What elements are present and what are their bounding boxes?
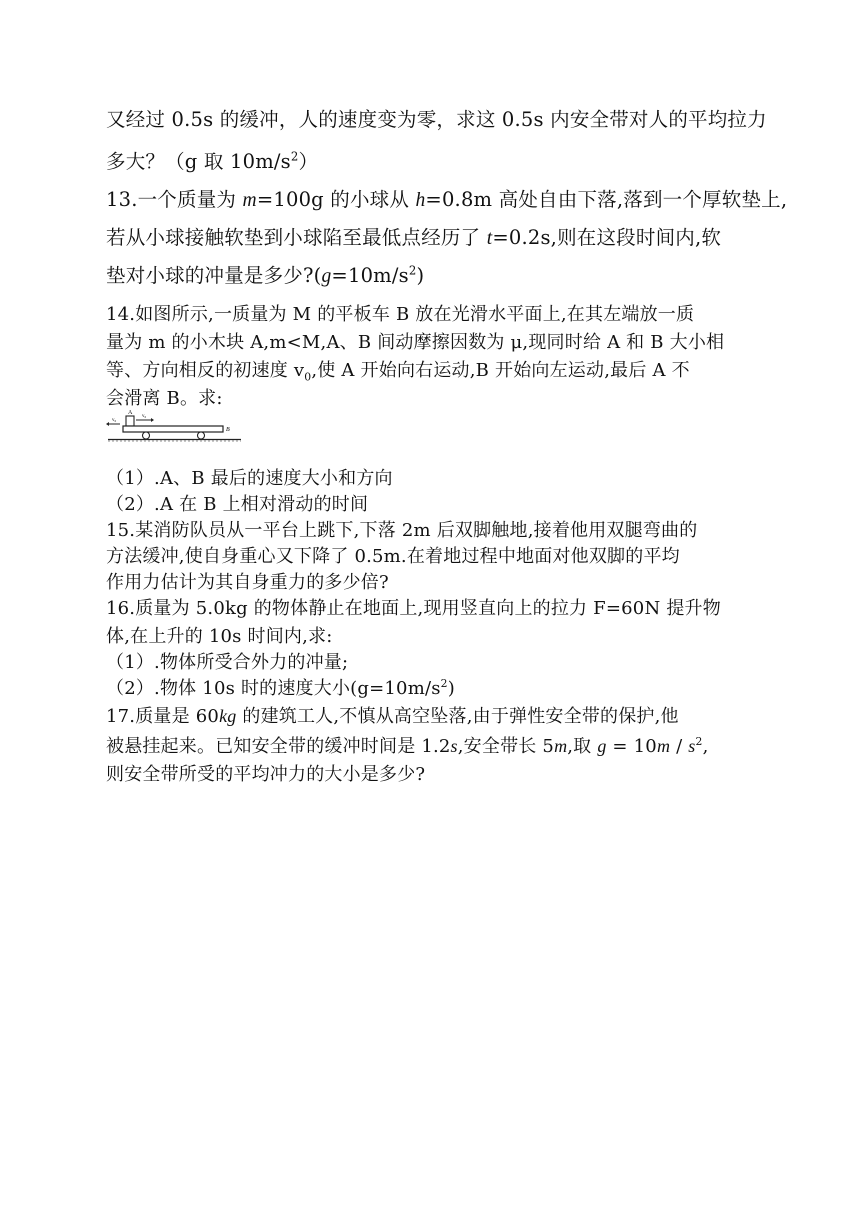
variable-g: g	[597, 736, 607, 756]
text: ,取	[567, 736, 598, 757]
superscript: 2	[440, 677, 448, 690]
text: （2）.A 在 B 上相对滑动的时间	[106, 494, 369, 515]
problem-16-line-2	[106, 622, 333, 648]
right-wheel	[198, 432, 205, 439]
problem-13-line-2	[106, 222, 721, 250]
problem-14-part-1	[106, 464, 393, 490]
problem-14-part-2	[106, 490, 368, 516]
text: )	[447, 678, 455, 699]
text: ,	[702, 736, 709, 757]
unit-kg: kg	[219, 706, 237, 726]
text: 方法缓冲,使自身重心又下降了 0.5m.在着地过程中地面对他双脚的平均	[106, 546, 680, 567]
text: 多大？（g 取 10m/s	[106, 150, 291, 173]
arrow-left-head	[106, 422, 109, 426]
text: 的建筑工人,不慎从高空坠落,由于弹性安全带的保护,他	[236, 706, 679, 727]
text: =10m/s	[331, 264, 409, 287]
superscript: 2	[290, 149, 299, 164]
text: =100g 的小球从	[256, 188, 416, 211]
cart-b	[123, 426, 223, 432]
text: 又经过 0.5s 的缓冲，人的速度变为零，求这 0.5s 内安全带对人的平均拉力	[106, 108, 767, 131]
text: ,使 A 开始向右运动,B 开始向左运动,最后 A 不	[311, 360, 690, 381]
text: 13.一个质量为	[106, 188, 243, 211]
variable-g: g	[321, 266, 332, 287]
problem-16-line-1	[106, 594, 721, 620]
unit-s: s	[688, 736, 696, 756]
problem-12-tail-line-1	[106, 104, 767, 132]
problem-16-part-1	[106, 648, 348, 674]
text: 被悬挂起来。已知安全带的缓冲时间是 1.2	[106, 736, 451, 757]
text: 量为 m 的小木块 A,m<M,A、B 间动摩擦因数为 μ,现同时给 A 和 B 大小相	[106, 332, 725, 353]
left-wheel	[143, 432, 150, 439]
text: 若从小球接触软垫到小球陷至最低点经历了	[106, 226, 487, 249]
problem-14-line-4	[106, 384, 223, 410]
text: 垫对小球的冲量是多少?(	[106, 264, 322, 287]
unit-m: m	[656, 736, 671, 756]
text: （1）.物体所受合外力的冲量;	[106, 652, 349, 673]
text: 会滑离 B。求:	[106, 388, 223, 409]
problem-15-line-1	[106, 516, 697, 542]
superscript: 2	[695, 735, 703, 748]
text: =0.8m 高处自由下落,落到一个厚软垫上,	[425, 188, 788, 211]
problem-16-part-2	[106, 674, 455, 700]
text: =0.2s,则在这段时间内,软	[492, 226, 722, 249]
arrow-right-head	[151, 418, 154, 422]
problem-17-line-3	[106, 760, 425, 786]
text: 17.质量是 60	[106, 706, 220, 727]
text: 作用力估计为其自身重力的多少倍?	[106, 572, 389, 593]
text: （1）.A、B 最后的速度大小和方向	[106, 468, 393, 489]
text: 16.质量为 5.0kg 的物体静止在地面上,现用竖直向上的拉力 F=60N 提升物	[106, 598, 721, 619]
text: 体,在上升的 10s 时间内,求:	[106, 626, 333, 647]
problem-13-line-3	[106, 260, 424, 288]
unit-m: m	[554, 736, 568, 756]
text: )	[416, 264, 425, 287]
variable-m: m	[242, 190, 257, 211]
problem-14-line-1	[106, 300, 694, 326]
label-a: A	[128, 410, 133, 416]
cart-block-figure	[106, 408, 246, 446]
problem-17-line-2	[106, 732, 708, 758]
variable-h: h	[415, 190, 426, 211]
text: /	[670, 736, 689, 757]
text: （2）.物体 10s 时的速度大小(g=10m/s	[106, 678, 441, 699]
text: ）	[298, 150, 319, 173]
label-v0-left: v₀	[112, 418, 117, 423]
text: 15.某消防队员从一平台上跳下,下落 2m 后双脚触地,接着他用双腿弯曲的	[106, 520, 698, 541]
superscript: 2	[408, 263, 417, 278]
variable-t: t	[486, 228, 493, 249]
subscript: 0	[304, 370, 312, 384]
text: 则安全带所受的平均冲力的大小是多少?	[106, 764, 426, 785]
text: 等、方向相反的初速度 v	[106, 360, 305, 381]
problem-17-line-1	[106, 702, 679, 728]
problem-13-line-1	[106, 184, 787, 212]
problem-14-line-3	[106, 356, 690, 382]
problem-15-line-3	[106, 568, 389, 594]
label-b: B	[226, 427, 230, 433]
text: 14.如图所示,一质量为 M 的平板车 B 放在光滑水平面上,在其左端放一质	[106, 304, 695, 325]
text: = 10	[606, 736, 657, 757]
unit-s: s	[450, 736, 458, 756]
label-v0-right: v₀	[142, 414, 147, 419]
problem-15-line-2	[106, 542, 680, 568]
text: ,安全带长 5	[457, 736, 555, 757]
block-a	[126, 416, 134, 426]
problem-12-tail-line-2	[106, 146, 318, 174]
problem-14-line-2	[106, 328, 724, 354]
